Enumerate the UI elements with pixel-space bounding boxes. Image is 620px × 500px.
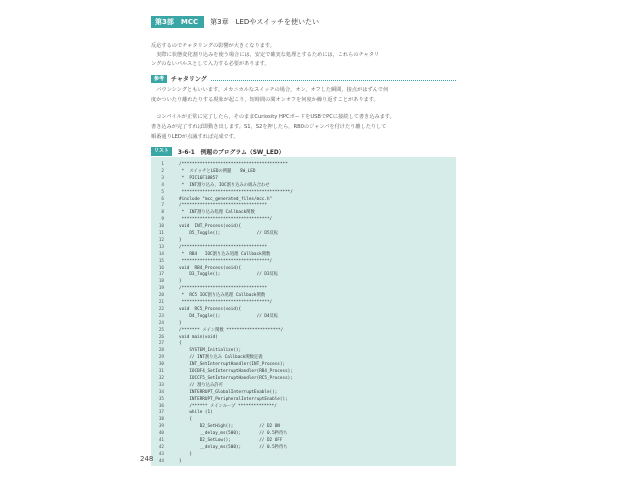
line-number: 2 bbox=[161, 168, 164, 174]
line-number: 12 bbox=[158, 237, 164, 243]
code-text: } bbox=[179, 279, 182, 285]
line-number: 28 bbox=[158, 348, 164, 354]
paragraph-line: 実際に状態変化割り込みを使う場合には，安定で確実な処理とするためには，これらのチャタリ bbox=[151, 52, 380, 58]
line-number: 33 bbox=[158, 382, 164, 388]
code-text: __delay_ms(500); // 0.5秒待ち bbox=[179, 444, 288, 450]
code-text: IOCCF5_SetInterruptHandler(RC5_Process); bbox=[179, 375, 293, 381]
line-number: 31 bbox=[158, 369, 164, 374]
code-text: * RB4 IOC割り込み処理 Callback関数 bbox=[179, 251, 271, 257]
code-text: ******************************************/ bbox=[179, 189, 293, 195]
code-text: **********************************/ bbox=[179, 300, 273, 305]
line-number: 13 bbox=[158, 244, 164, 250]
code-text: } bbox=[179, 320, 182, 326]
code-text: } bbox=[179, 458, 182, 464]
line-number: 32 bbox=[158, 375, 164, 381]
line-number: 18 bbox=[158, 279, 164, 285]
code-text: } bbox=[179, 237, 182, 243]
listing-title: 3-6-1 例題のプログラム（SW_LED） bbox=[177, 150, 285, 156]
code-text: **********************************/ bbox=[179, 217, 273, 223]
line-number: 39 bbox=[158, 424, 164, 430]
line-number: 3 bbox=[161, 175, 164, 181]
line-number: 42 bbox=[158, 444, 164, 450]
code-text: D3_Toggle(); // D3反転 bbox=[179, 272, 279, 278]
code-text: __delay_ms(500); // 0.5秒待ち bbox=[179, 431, 288, 437]
code-line bbox=[151, 458, 456, 465]
code-text: * INT割り込み処理 Callback関数 bbox=[179, 210, 255, 216]
line-number: 22 bbox=[158, 306, 164, 312]
code-text: void RB4_Process(void){ bbox=[179, 265, 242, 271]
code-text: D2_SetHigh(); // D2 ON bbox=[179, 424, 280, 430]
line-number: 20 bbox=[158, 293, 164, 299]
line-number: 8 bbox=[161, 210, 164, 216]
line-number: 44 bbox=[158, 458, 164, 464]
line-number: 27 bbox=[158, 341, 164, 347]
code-text: /********************************* bbox=[179, 286, 267, 292]
code-text: // INT割り込み Callback関数定義 bbox=[179, 355, 263, 361]
line-number: 10 bbox=[158, 224, 164, 230]
code-text: #include "mcc_generated_files/mcc.h" bbox=[179, 196, 273, 202]
listing-badge: リスト bbox=[151, 147, 172, 156]
code-text: // 割り込み許可 bbox=[179, 382, 223, 388]
line-number: 24 bbox=[158, 320, 164, 326]
code-text: { bbox=[179, 341, 182, 347]
code-text: IOCBF4_SetInterruptHandler(RB4_Process); bbox=[179, 369, 293, 374]
line-number: 11 bbox=[158, 231, 164, 236]
line-number: 23 bbox=[158, 313, 164, 319]
reference-title: チャタリング bbox=[171, 76, 207, 83]
line-number: 9 bbox=[161, 217, 164, 223]
code-text: /********************************* bbox=[179, 244, 267, 250]
code-text: * INT割り込み，IOC割り込みの組み合わせ bbox=[179, 182, 270, 188]
reference-heading bbox=[151, 74, 456, 83]
code-listing bbox=[151, 157, 456, 466]
code-text: D5_Toggle(); // D5反転 bbox=[179, 231, 279, 236]
reference-badge: 参考 bbox=[151, 75, 167, 83]
dotted-rule bbox=[211, 76, 456, 81]
code-text: * RC5 IOC割り込み処理 Callback関数 bbox=[179, 293, 266, 299]
code-text: INT_SetInterruptHandler(INT_Process); bbox=[179, 362, 286, 368]
line-number: 15 bbox=[158, 258, 164, 264]
line-number: 38 bbox=[158, 417, 164, 423]
line-number: 1 bbox=[161, 162, 164, 167]
line-number: 16 bbox=[158, 265, 164, 271]
code-text: void RC5_Process(void){ bbox=[179, 306, 242, 312]
body-line: コンパイルが正常に完了したら，そのままCuriosity HPCボードをUSBでPCに接続して書き込みます。 bbox=[151, 114, 395, 120]
code-text: INTERRUPT_GlobalInterruptEnable(); bbox=[179, 389, 278, 395]
code-text: D2_SetLow(); // D2 OFF bbox=[179, 438, 283, 443]
reference-line: 度かついたり離れたりする現象が起こり，短時間の間オンオフを何度か繰り返すことがあります。 bbox=[151, 97, 379, 103]
line-number: 30 bbox=[158, 362, 164, 368]
body-line: 順番通りLEDが点滅すれば完成です。 bbox=[151, 134, 239, 140]
line-number: 4 bbox=[161, 182, 164, 188]
code-text: /********************************* bbox=[179, 203, 267, 209]
line-number: 29 bbox=[158, 355, 164, 361]
line-number: 25 bbox=[158, 327, 164, 333]
listing-caption bbox=[151, 147, 284, 156]
code-text: D4_Toggle(); // D4反転 bbox=[179, 313, 279, 319]
line-number: 14 bbox=[158, 251, 164, 257]
chapter-title: 第3章 LEDやスイッチを使いたい bbox=[210, 18, 320, 26]
code-text: void INT_Process(void){ bbox=[179, 224, 242, 230]
line-number: 6 bbox=[161, 196, 164, 202]
line-number: 21 bbox=[158, 300, 164, 305]
code-text: void main(void) bbox=[179, 334, 218, 340]
reference-line: バウンシングともいいます。メカニカルなスイッチの場合，オン，オフした瞬間，接点がはずんで何 bbox=[151, 87, 389, 93]
line-number: 19 bbox=[158, 286, 164, 292]
paragraph-line: 反応するのでチャタリングの影響が大きくなります。 bbox=[151, 43, 275, 49]
code-text: } bbox=[179, 451, 192, 457]
body-line: 書き込みが完了すれば即動き出します。S1，S2を押したら，RB0のジャンパを付けたり離したりして bbox=[151, 124, 387, 130]
line-number: 34 bbox=[158, 389, 164, 395]
part-badge: 第3部 MCC bbox=[151, 16, 204, 28]
line-number: 41 bbox=[158, 438, 164, 443]
line-number: 17 bbox=[158, 272, 164, 278]
line-number: 26 bbox=[158, 334, 164, 340]
code-text: { bbox=[179, 417, 192, 423]
line-number: 5 bbox=[161, 189, 164, 195]
line-number: 37 bbox=[158, 410, 164, 416]
page-header bbox=[151, 16, 319, 28]
line-number: 43 bbox=[158, 451, 164, 457]
line-number: 7 bbox=[161, 203, 164, 209]
code-text: /******* メイン関数 *********************/ bbox=[179, 327, 284, 333]
line-number: 36 bbox=[158, 403, 164, 409]
paragraph-line: ングのないパルスとして入力する必要があります。 bbox=[151, 61, 270, 67]
code-text: * スイッチとLEDの例題 SW_LED bbox=[179, 168, 256, 174]
code-text: while (1) bbox=[179, 410, 213, 416]
code-text: INTERRUPT_PeripheralInterruptEnable(); bbox=[179, 396, 288, 402]
code-text: /****** メインループ **************/ bbox=[179, 403, 277, 409]
code-text: /***************************************** bbox=[179, 162, 288, 167]
code-text: SYSTEM_Initialize(); bbox=[179, 348, 242, 354]
code-text: * PIC16F18857 bbox=[179, 175, 218, 181]
page-number: 248 bbox=[140, 455, 154, 463]
line-number: 35 bbox=[158, 396, 164, 402]
line-number: 40 bbox=[158, 431, 164, 437]
code-text: **********************************/ bbox=[179, 258, 273, 264]
